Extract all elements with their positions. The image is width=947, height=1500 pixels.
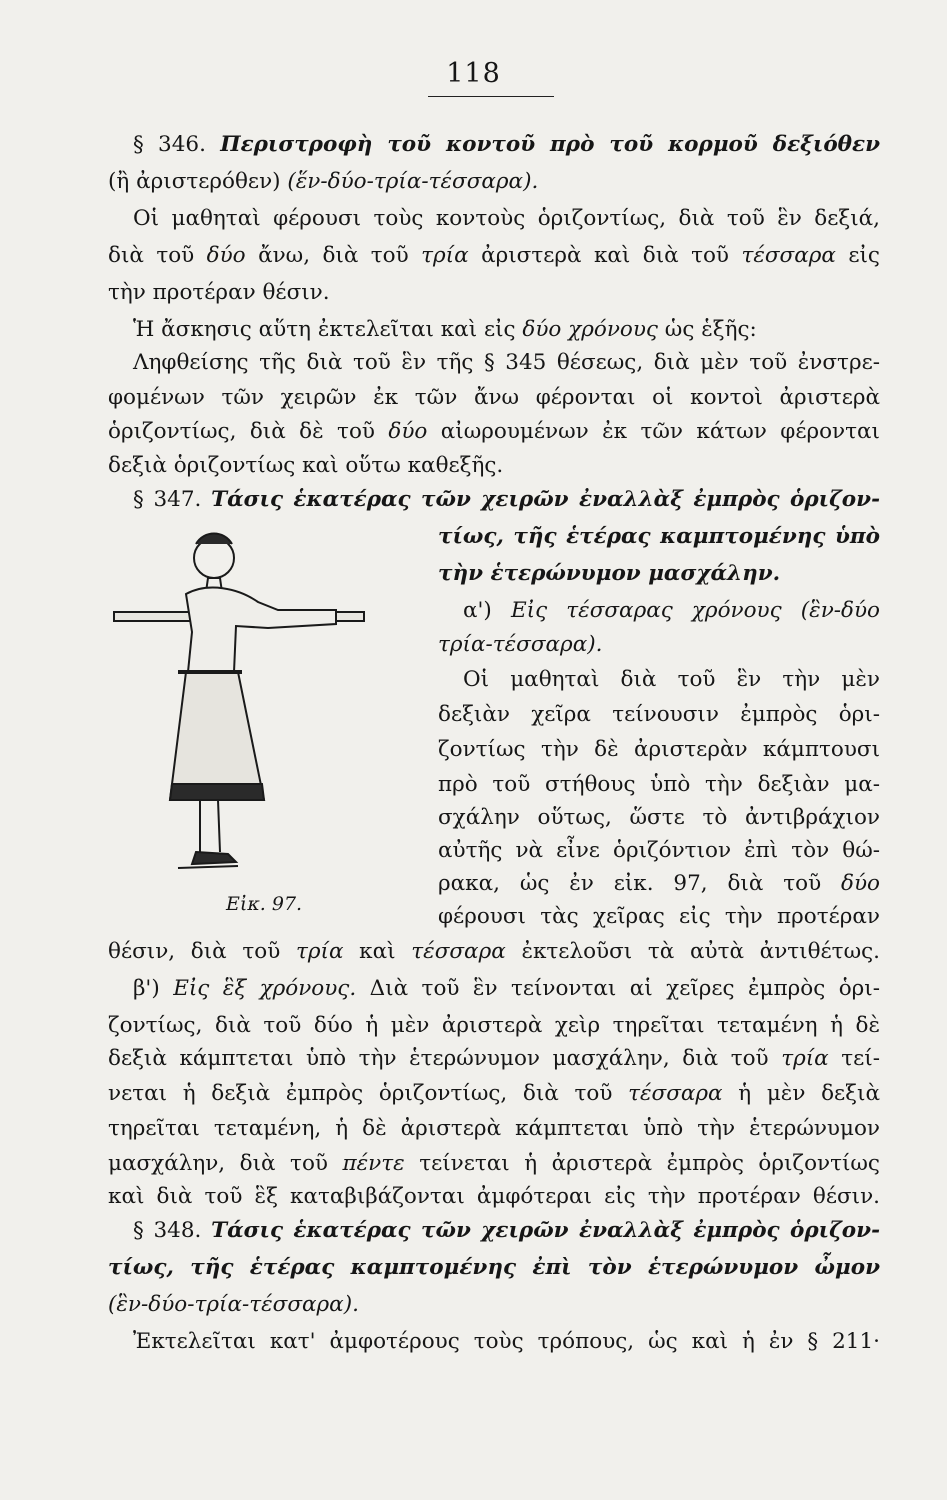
text-span: πέντε <box>342 1151 405 1176</box>
text-line <box>108 1149 880 1179</box>
text-line <box>108 241 880 271</box>
figure-caption: Εἰκ. 97. <box>226 893 303 915</box>
text-span: ἡ μὲν δεξιὰ <box>738 1081 880 1106</box>
text-span: α') <box>463 598 492 623</box>
text-line <box>108 1044 880 1074</box>
page-number: 118 <box>446 58 501 89</box>
section-title-line: τίως, τῆς ἑτέρας καμπτομένης ἐπὶ τὸν ἑτερώνυμον ὦμον <box>108 1255 880 1280</box>
text-span: Διὰ τοῦ ἓν τείνονται αἱ χεῖρες ἐμπρὸς ὁρι- <box>369 976 880 1001</box>
text-line: σχάλην οὕτως, ὥστε τὸ ἀντιβράχιον <box>438 805 880 830</box>
text-line <box>108 417 880 447</box>
text-line: φομένων τῶν χειρῶν ἐκ τῶν ἄνω φέρονται οἱ κοντοὶ ἀριστερὰ <box>108 385 880 410</box>
text-span: δύο χρόνους <box>522 317 658 342</box>
text-span: θέσιν, διὰ τοῦ <box>108 939 281 964</box>
header-rule <box>428 96 554 97</box>
text-line: Οἱ μαθηταὶ φέρουσι τοὺς κοντοὺς ὁριζοντίως, διὰ τοῦ ἓν δεξιά, <box>133 206 880 231</box>
text-line: ζοντίως, διὰ τοῦ δύο ἡ μὲν ἀριστερὰ χεὶρ τηρεῖται τεταμένη ἡ δὲ <box>108 1013 880 1038</box>
ground-line <box>178 866 238 868</box>
section-title: Περιστροφὴ τοῦ κοντοῦ πρὸ τοῦ κορμοῦ δεξιόθεν <box>220 132 880 157</box>
text-line <box>108 937 880 967</box>
text-line: δεξιὰν χεῖρα τείνουσιν ἐμπρὸς ὁρι- <box>438 702 880 727</box>
text-line: (ἓν-δύο-τρία-τέσσαρα). <box>108 1292 359 1317</box>
foot <box>192 852 236 864</box>
section-number: § 348. <box>133 1218 202 1243</box>
text-span: Ἡ ἄσκησις αὕτη ἐκτελεῖται καὶ εἰς <box>133 317 516 342</box>
text-line <box>438 869 880 899</box>
text-span: τρία <box>295 939 344 964</box>
text-span: τρία <box>781 1046 829 1071</box>
text-span: ἐκτελοῦσι τὰ αὐτὰ ἀντιθέτως. <box>521 939 880 964</box>
text-line: ζοντίως τὴν δὲ ἀριστερὰν κάμπτουσι <box>438 737 880 762</box>
section-title-line: τίως, τῆς ἑτέρας καμπτομένης ὑπὸ <box>438 524 880 549</box>
section-347-heading <box>133 485 880 515</box>
text-line: Ληφθείσης τῆς διὰ τοῦ ἓν τῆς § 345 θέσεως, διὰ μὲν τοῦ ἐνστρε- <box>133 350 880 375</box>
text-line: Ἐκτελεῖται κατ' ἀμφοτέρους τοὺς τρόπους, ὡς καὶ ἡ ἐν § 211· <box>133 1329 880 1354</box>
section-346-heading <box>133 130 880 160</box>
text-line: καὶ διὰ τοῦ ἓξ καταβιβάζονται ἀμφότεραι εἰς τὴν προτέραν θέσιν. <box>108 1184 880 1209</box>
text-line <box>108 167 880 197</box>
section-348-heading <box>133 1216 880 1246</box>
text-span: εἰς <box>848 243 880 268</box>
text-span: νεται ἡ δεξιὰ ἐμπρὸς ὁριζοντίως, διὰ τοῦ <box>108 1081 613 1106</box>
text-line: Οἱ μαθηταὶ διὰ τοῦ ἓν τὴν μὲν <box>463 667 880 692</box>
text-line: δεξιὰ ὁριζοντίως καὶ οὕτω καθεξῆς. <box>108 453 504 478</box>
legs <box>200 800 220 852</box>
section-title: Τάσις ἑκατέρας τῶν χειρῶν ἐναλλὰξ ἐμπρὸς ὁριζον- <box>211 1218 880 1243</box>
text-span: τεί- <box>841 1046 880 1071</box>
section-title-line: τὴν ἑτερώνυμον μασχάλην. <box>438 561 781 586</box>
text-span: μασχάλην, διὰ τοῦ <box>108 1151 328 1176</box>
text-line: τηρεῖται τεταμένη, ἡ δὲ ἀριστερὰ κάμπτεται ὑπὸ τὴν ἑτερώνυμον <box>108 1116 880 1141</box>
text-line: πρὸ τοῦ στήθους ὑπὸ τὴν δεξιὰν μα- <box>438 772 880 797</box>
text-line <box>133 315 880 345</box>
text-span: τέσσαρα <box>411 939 506 964</box>
text-line: αὐτῆς νὰ εἶνε ὁριζόντιον ἐπὶ τὸν θώ- <box>438 838 880 863</box>
text-line: τὴν προτέραν θέσιν. <box>108 280 330 305</box>
text-line <box>463 596 880 626</box>
section-number: § 346. <box>133 132 206 157</box>
text-span: δεξιὰ κάμπτεται ὑπὸ τὴν ἑτερώνυμον μασχάλην, διὰ τοῦ <box>108 1046 769 1071</box>
text-span: (ἢ ἀριστερόθεν) <box>108 169 281 194</box>
text-span: ὡς ἑξῆς: <box>664 317 757 342</box>
text-span: Εἰς τέσσαρας χρόνους (ἓν-δύο <box>510 598 880 623</box>
skirt <box>170 672 264 800</box>
exercise-figure-illustration <box>108 522 438 922</box>
text-span: τείνεται ἡ ἀριστερὰ ἐμπρὸς ὁριζοντίως <box>419 1151 880 1176</box>
text-line <box>108 1079 880 1109</box>
text-span: ἄνω, διὰ τοῦ <box>258 243 409 268</box>
section-title: Τάσις ἑκατέρας τῶν χειρῶν ἐναλλὰξ ἐμπρὸς ὁριζον- <box>211 487 880 512</box>
hair <box>196 534 232 545</box>
shirt <box>186 588 336 672</box>
text-span: ρακα, ὡς ἐν εἰκ. 97, διὰ τοῦ <box>438 871 822 896</box>
text-span: δύο <box>841 871 880 896</box>
text-span: ὁριζοντίως, διὰ δὲ τοῦ <box>108 419 375 444</box>
text-span: ἀριστερὰ καὶ διὰ τοῦ <box>481 243 729 268</box>
text-span: β') <box>133 976 160 1001</box>
text-span: δύο <box>388 419 428 444</box>
hem-band <box>170 784 264 800</box>
text-span: αἰωρουμένων ἐκ τῶν κάτων φέρονται <box>440 419 880 444</box>
text-span: τέσσαρα <box>741 243 836 268</box>
text-span: δύο <box>206 243 246 268</box>
section-number: § 347. <box>133 487 202 512</box>
text-span: (ἕν-δύο-τρία-τέσσαρα). <box>287 169 539 194</box>
text-span: καὶ <box>359 939 396 964</box>
text-span: διὰ τοῦ <box>108 243 195 268</box>
text-span: Εἰς ἓξ χρόνους. <box>173 976 357 1001</box>
text-line: φέρουσι τὰς χεῖρας εἰς τὴν προτέραν <box>438 904 880 929</box>
text-span: τρία <box>421 243 469 268</box>
text-line <box>133 974 880 1004</box>
text-span: τέσσαρα <box>628 1081 723 1106</box>
text-line: τρία-τέσσαρα). <box>438 632 603 657</box>
